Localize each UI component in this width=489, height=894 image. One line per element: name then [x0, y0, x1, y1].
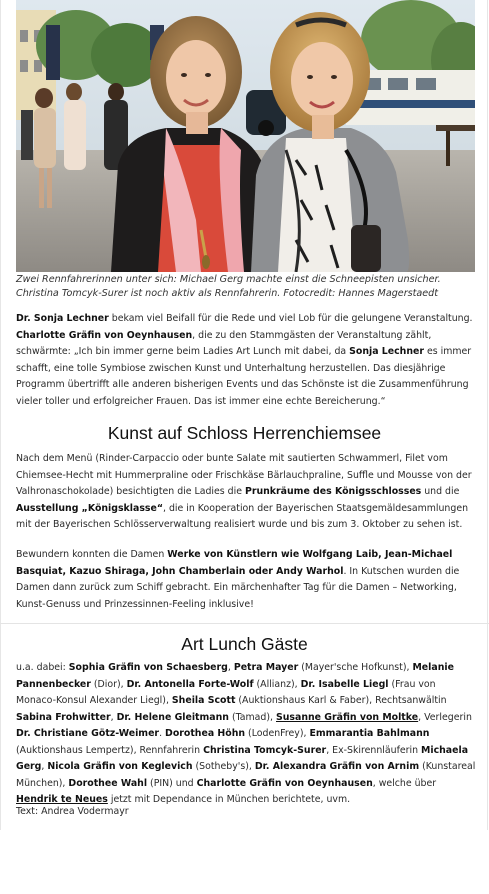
body-text: (Auktionshaus Lempertz), Rennfahrerin: [16, 744, 204, 756]
body-text: , welche über: [372, 777, 437, 789]
body-text: ,: [227, 662, 234, 673]
body-text: es immer schafft, eine tolle Symbiose zwischen Kunst und Unterhaltung herzustellen. Das diesjährige Programm übertrifft alle anderen bisherigen Events und das Schönste ist die Zusammenführung vieler toller und erfolgreicher Frauen. Das ist immer eine echte Bereicherung.“: [16, 346, 472, 407]
body-text: (Frau von Monaco-Konsul Alexander Liegl),: [16, 678, 436, 706]
section-heading-gaeste: Art Lunch Gäste: [181, 634, 308, 654]
person-name: Michaela Gerg: [16, 744, 469, 772]
person-name: Sheila Scott: [171, 695, 236, 706]
body-text: ,: [41, 761, 48, 772]
highlight-text: Ausstellung „Königsklasse“: [16, 502, 164, 514]
person-name: Sophia Gräfin von Schaesberg: [68, 662, 228, 673]
person-link[interactable]: Hendrik te Neues: [16, 794, 108, 805]
body-text: ,: [110, 711, 117, 723]
person-name: Dr. Alexandra Gräfin von Arnim: [254, 761, 420, 772]
body-text: , Verlegerin: [418, 711, 472, 723]
person-name: Charlotte Gräfin von Oeynhausen: [196, 777, 373, 789]
menu-paragraph: [16, 451, 476, 534]
body-text: (LodenFrey),: [245, 728, 310, 739]
body-text: (Tamad),: [228, 711, 276, 723]
person-name: Sabina Frohwitter: [16, 711, 111, 723]
body-text: (Sotheby's),: [192, 761, 255, 772]
person-name: Dorothee Wahl: [68, 777, 148, 789]
body-text: .: [159, 728, 166, 739]
person-name: Dorothea Höhn: [165, 728, 246, 739]
body-text: u.a. dabei:: [16, 662, 69, 673]
body-text: (Auktionshaus Karl & Faber), Rechtsanwältin: [235, 695, 447, 706]
highlight-text: Werke von Künstlern wie Wolfgang Laib, Jean-Michael Basquiat, Kazuo Shiraga, John Chamberlain oder Andy Warhol: [16, 549, 453, 577]
person-name: Christina Tomcyk-Surer: [203, 744, 327, 756]
person-name: Nicola Gräfin von Keglevich: [47, 761, 193, 772]
body-text: , die zu den Stammgästen der Veranstaltung zählt, schwärmte: „Ich bin immer gerne beim Ladies Art Lunch mit dabei, da: [16, 329, 432, 357]
photo-caption: Zwei Rennfahrerinnen unter sich: Michael Gerg machte einst die Schneepisten unsicher. Christina Tomcyk-Surer ist noch aktiv als Rennfahrerin. Fotocredit: Hannes Magerstaedt: [16, 274, 441, 299]
art-paragraph: [16, 547, 476, 613]
body-text: . In Kutschen wurden die Damen dann zurück zum Schiff gebracht. Ein märchenhafter Tag für die Damen – Networking, Kunst-Genuss und Prinzessinnen-Feeling inklusive!: [16, 565, 460, 610]
body-text: Nach dem Menü (Rinder-Carpaccio oder bunte Salate mit sautierten Schwammerl, Filet vom Chiemsee-Hecht mit Hummerpraline oder Frischkäse Bärlauchpraline, Suffle und Mousse von der Valhronaschokolade) besichtigten die Ladies die: [16, 453, 472, 497]
body-text: , die in Kooperation der Bayerischen Staatsgemäldesammlungen mit der Bayerischen Schlösserverwaltung realisiert wurde und bis zum 3. Oktober zu sehen ist.: [16, 502, 469, 530]
person-name: Emmarantia Bahlmann: [309, 728, 430, 739]
person-link[interactable]: Susanne Gräfin von Moltke: [276, 711, 419, 723]
body-text: bekam viel Beifall für die Rede und viel Lob für die gelungene Veranstaltung.: [108, 313, 473, 324]
body-text: (Allianz),: [253, 678, 301, 690]
person-name: Dr. Christiane Götz-Weimer: [16, 728, 160, 739]
person-name: Dr. Sonja Lechner: [16, 313, 109, 324]
section-divider: [0, 623, 489, 624]
body-text: Bewundern konnten die Damen: [16, 549, 168, 560]
person-name: Petra Mayer: [233, 662, 299, 673]
right-border: [487, 0, 488, 830]
body-text: (PIN) und: [147, 777, 197, 789]
person-name: Melanie Pannenbecker: [16, 662, 454, 690]
person-name: Dr. Antonella Forte-Wolf: [126, 678, 254, 690]
section-heading-kunst: Kunst auf Schloss Herrenchiemsee: [107, 423, 382, 443]
person-name: Dr. Helene Gleitmann: [116, 711, 229, 723]
body-text: (Kunstareal München),: [16, 761, 476, 789]
article-photo: [16, 0, 475, 272]
body-text: (Dior),: [90, 678, 127, 690]
person-name: Sonja Lechner: [349, 346, 425, 357]
body-text: (Mayer'sche Hofkunst),: [298, 662, 413, 673]
author-credit: Text: Andrea Vodermayr: [16, 806, 129, 817]
left-border: [0, 0, 1, 830]
person-name: Charlotte Gräfin von Oeynhausen: [16, 329, 193, 341]
intro-paragraph: [16, 311, 476, 410]
guests-paragraph: [16, 660, 476, 809]
body-text: jetzt mit Dependance in München berichtete, uvm.: [107, 794, 351, 805]
body-text: , Ex-Skirennläuferin: [326, 744, 422, 756]
person-name: Dr. Isabelle Liegl: [300, 678, 389, 690]
body-text: und die: [421, 486, 460, 497]
highlight-text: Prunkräume des Königsschlosses: [244, 486, 422, 497]
